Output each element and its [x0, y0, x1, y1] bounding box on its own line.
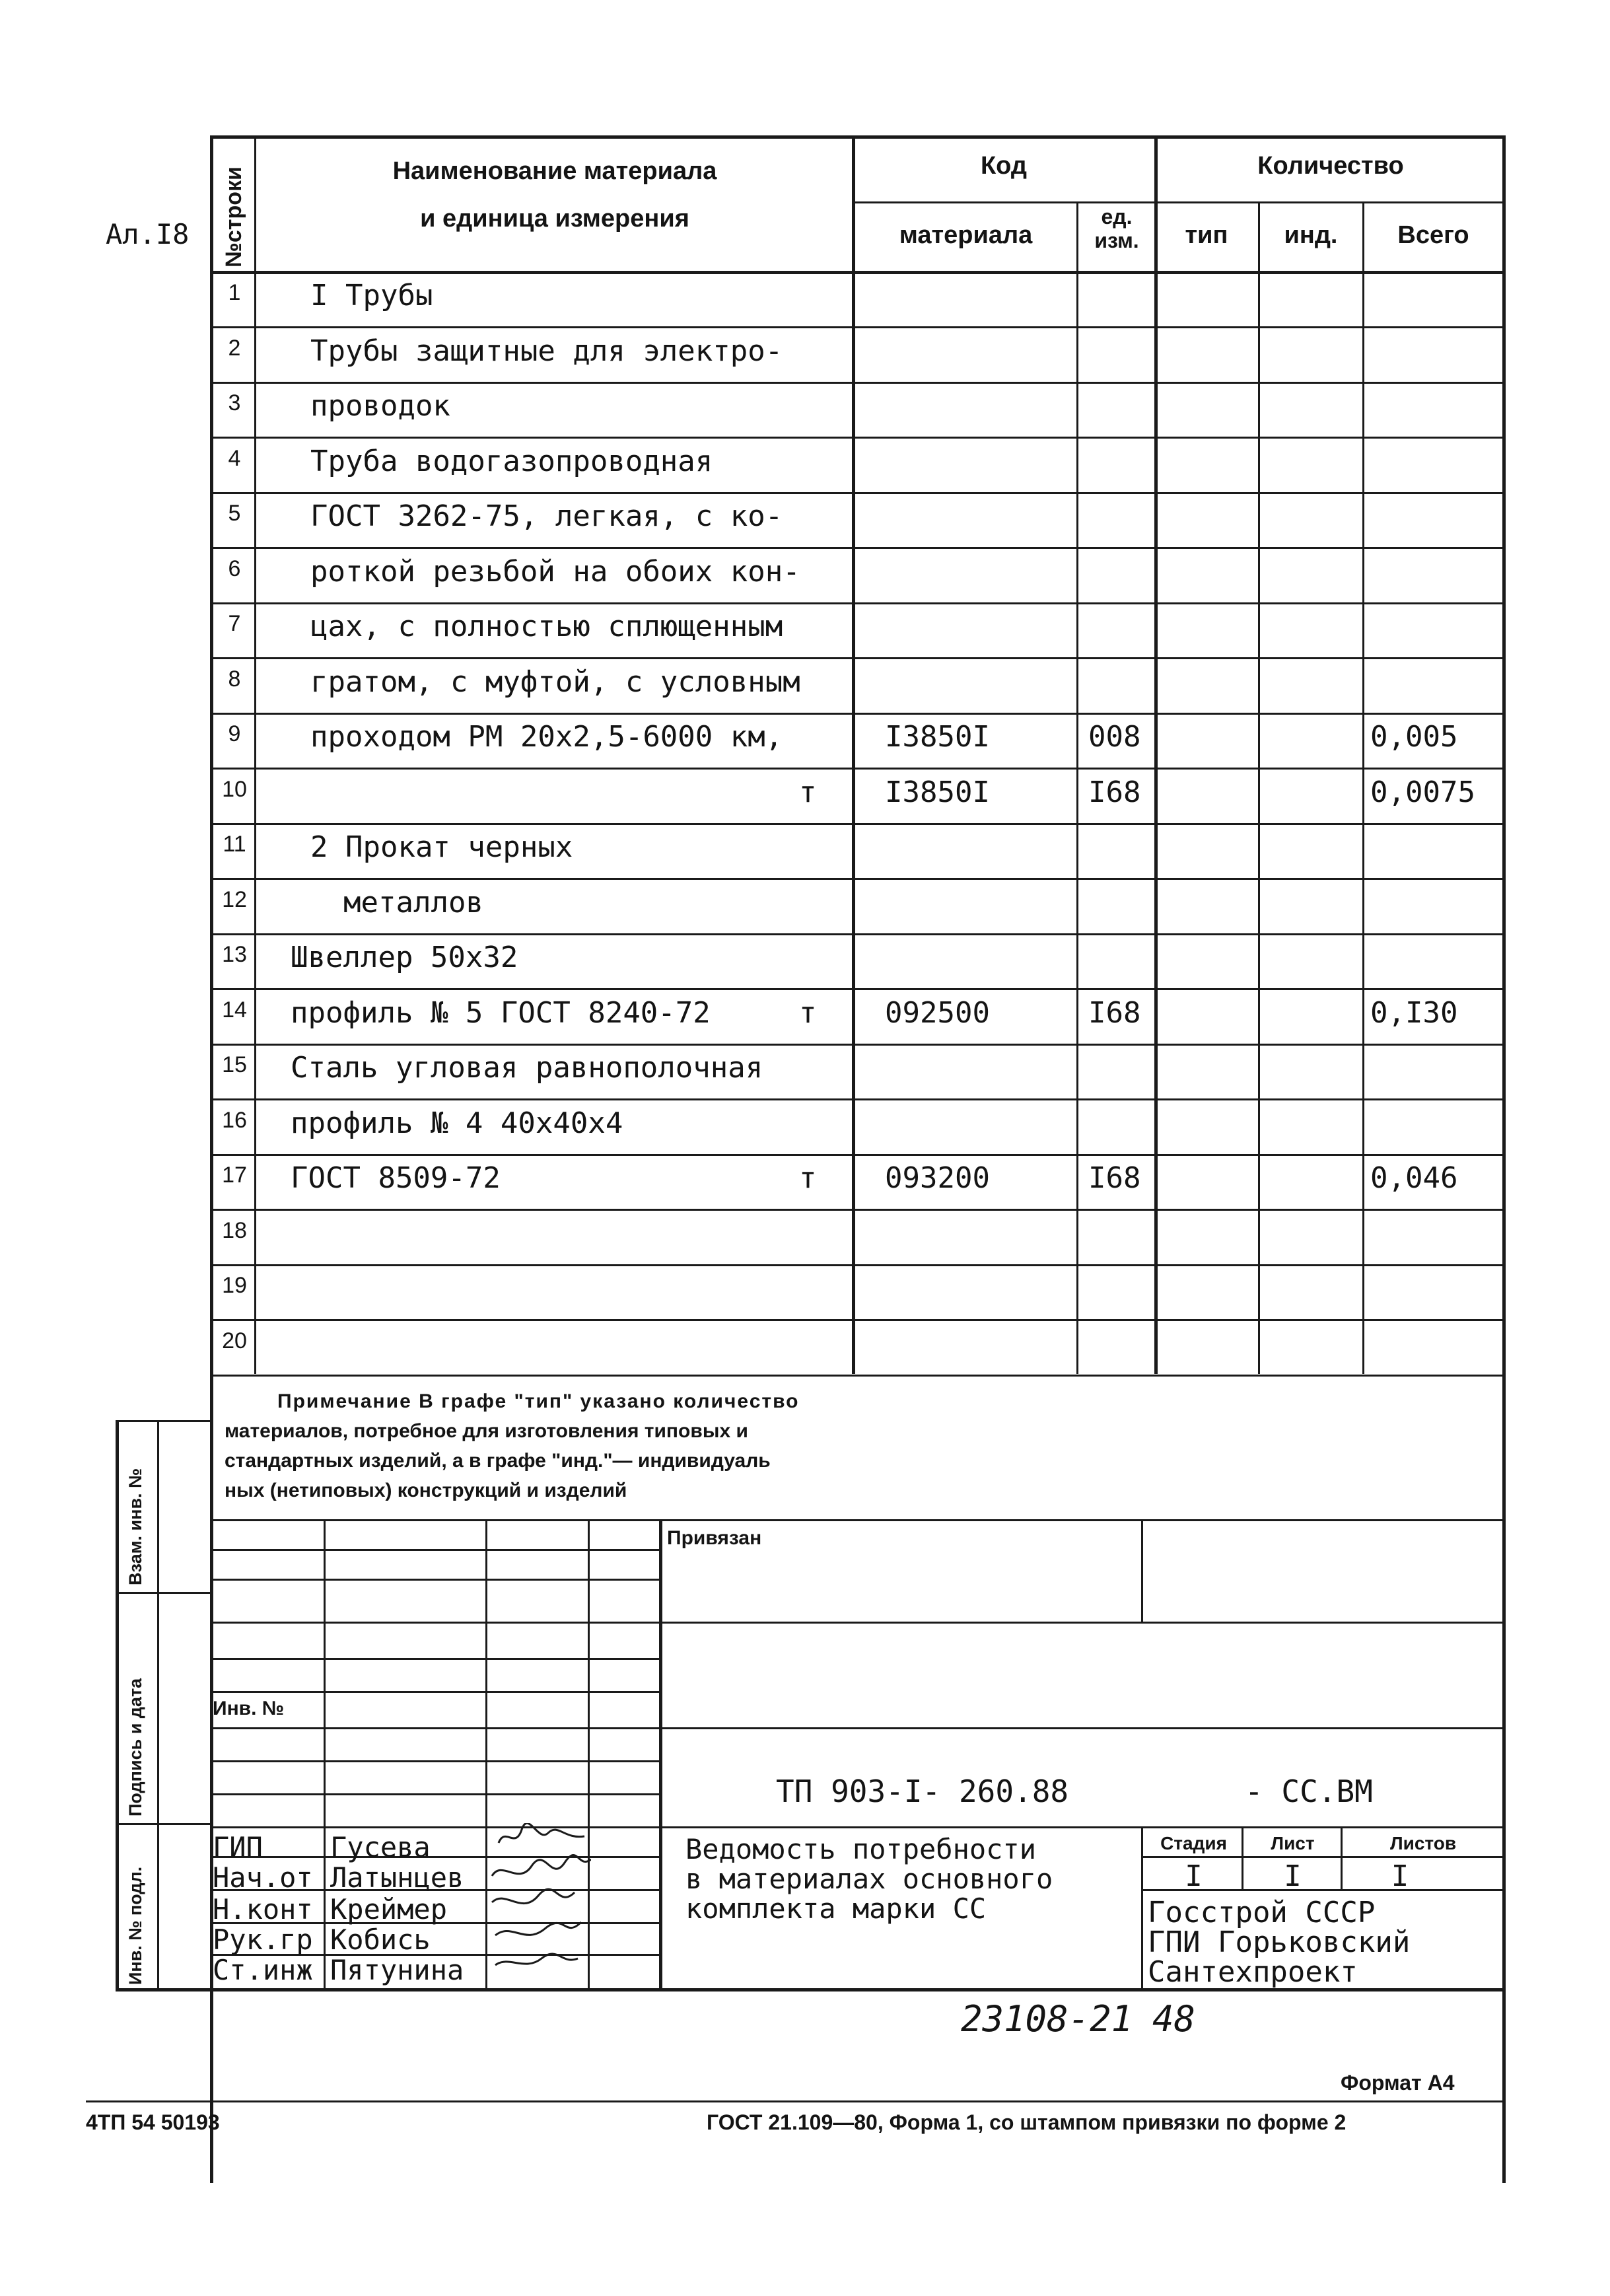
- note-line3: стандартных изделий, а в графе "инд."— индивидуаль: [225, 1450, 771, 1472]
- row-text: гратом, с муфтой, с условным: [310, 665, 800, 699]
- stamp-doc-code: ТП 903-I- 260.88: [776, 1774, 1069, 1809]
- stamp-col-7: [1242, 1826, 1243, 1889]
- stamp-org-line2: ГПИ Горьковский: [1148, 1925, 1411, 1959]
- stamp-col-1: [324, 1519, 326, 1988]
- row-unit: 008: [1088, 720, 1141, 754]
- row-divider: [210, 933, 1504, 935]
- header-qty-ind: инд.: [1284, 221, 1338, 249]
- stamp-col-6: [1141, 1826, 1143, 1988]
- row-text: проводок: [310, 389, 450, 423]
- row-divider: [210, 1264, 1504, 1266]
- stamp-person-name: Креймер: [330, 1893, 448, 1925]
- row-divider: [210, 988, 1504, 990]
- row-text: металлов: [343, 886, 483, 919]
- row-text: проходом РМ 20х2,5-6000 км,: [310, 720, 783, 754]
- row-text: т: [799, 775, 817, 809]
- stamp-privyazan: Привязан: [667, 1527, 762, 1549]
- row-text: профиль № 4 40х40х4: [291, 1106, 623, 1140]
- row-number: 3: [228, 390, 241, 415]
- row-number: 10: [222, 777, 247, 802]
- row-divider: [210, 492, 1504, 494]
- row-divider: [210, 878, 1504, 880]
- stamp-person-name: Пятунина: [330, 1954, 464, 1986]
- header-code-unit: ед. изм.: [1094, 205, 1139, 252]
- stamp-line-h: [210, 1793, 659, 1795]
- row-code: 093200: [885, 1161, 990, 1195]
- stamp-line-f: [210, 1727, 1504, 1729]
- stamp-doc-suffix: - СС.ВМ: [1245, 1774, 1373, 1809]
- stamp-sheets-label: Листов: [1389, 1833, 1457, 1853]
- header-quantity: Количество: [1257, 152, 1404, 180]
- row-text: Труба водогазопроводная: [310, 445, 713, 478]
- row-code: I3850I: [885, 775, 990, 809]
- side-frame-split2: [116, 1823, 211, 1825]
- col-type-border: [1258, 201, 1260, 1374]
- sheet-label: Ал.I8: [106, 218, 190, 250]
- header-bottom-line: [210, 271, 1504, 274]
- stamp-stage: I: [1185, 1859, 1203, 1893]
- header-qty-type: тип: [1185, 221, 1228, 249]
- stamp-org-line1: Госстрой СССР: [1148, 1896, 1376, 1929]
- stamp-stage-header-line: [1141, 1856, 1504, 1858]
- row-number: 7: [228, 611, 241, 636]
- header-qty-total: Всего: [1397, 221, 1469, 249]
- row-total: 0,046: [1370, 1161, 1458, 1195]
- row-unit-mark: т: [799, 1161, 817, 1195]
- row-text: Трубы защитные для электро-: [310, 334, 783, 368]
- row-divider: [210, 602, 1504, 604]
- row-number: 4: [228, 446, 241, 471]
- note-line4: ных (нетиповых) конструкций и изделий: [225, 1480, 627, 1501]
- header-row-no: №строки: [221, 166, 246, 268]
- stamp-inv-no: Инв. №: [213, 1698, 285, 1719]
- stamp-person-name: Гусева: [330, 1831, 431, 1863]
- stamp-line-i: [210, 1826, 1504, 1828]
- row-number: 2: [228, 336, 241, 361]
- stamp-person-role: Рук.гр: [213, 1923, 313, 1956]
- stamp-title-line3: комплекта марки СС: [685, 1892, 987, 1925]
- handwritten-number: 23108-21: [961, 1998, 1133, 2040]
- stamp-title-line2: в материалах основного: [685, 1863, 1053, 1895]
- side-label-podpis: Подпись и дата: [125, 1678, 145, 1816]
- row-total: 0,005: [1370, 720, 1458, 754]
- header-code: Код: [980, 152, 1028, 180]
- stamp-sheet-label: Лист: [1271, 1833, 1315, 1853]
- row-divider: [210, 1044, 1504, 1046]
- stamp-person-role: Ст.инж: [213, 1954, 313, 1986]
- header-code-material: материала: [899, 221, 1033, 249]
- row-number: 18: [222, 1218, 247, 1243]
- row-total: 0,0075: [1370, 775, 1475, 809]
- stamp-line-j: [210, 1856, 659, 1858]
- signatures: [485, 1823, 591, 2001]
- row-text: ГОСТ 8509-72: [291, 1161, 501, 1195]
- stamp-line-g: [210, 1760, 659, 1762]
- row-code: 092500: [885, 996, 990, 1030]
- stamp-sheets: I: [1391, 1859, 1409, 1893]
- stamp-col-5: [1141, 1519, 1143, 1622]
- row-divider: [210, 1375, 1504, 1377]
- row-divider: [210, 657, 1504, 659]
- side-label-vzam: Взам. инв. №: [125, 1468, 145, 1585]
- stamp-line-b: [210, 1579, 659, 1581]
- row-divider: [210, 1209, 1504, 1211]
- row-number: 16: [222, 1108, 247, 1133]
- footer-right: ГОСТ 21.109—80, Форма 1, со штампом привязки по форме 2: [707, 2110, 1347, 2134]
- stamp-line-c: [210, 1622, 1504, 1624]
- row-divider: [210, 768, 1504, 770]
- row-text: роткой резьбой на обоих кон-: [310, 555, 800, 589]
- row-text: профиль № 5 ГОСТ 8240-72: [291, 996, 711, 1030]
- stamp-person-role: ГИП: [213, 1831, 263, 1863]
- row-number: 8: [228, 666, 241, 692]
- row-divider: [210, 437, 1504, 439]
- row-divider: [210, 1319, 1504, 1321]
- row-divider: [210, 326, 1504, 328]
- stamp-line-a: [210, 1549, 659, 1551]
- format-label: Формат А4: [1341, 2071, 1455, 2095]
- row-divider: [210, 547, 1504, 549]
- row-number: 5: [228, 501, 241, 526]
- row-divider: [210, 1098, 1504, 1100]
- header-name-line2: и единица измерения: [420, 205, 689, 233]
- row-text: Сталь угловая равнополочная: [291, 1051, 763, 1085]
- col-ind-border: [1362, 201, 1364, 1374]
- col-name-border: [852, 135, 855, 1374]
- note-line1: Примечание В графе "тип" указано количество: [277, 1390, 800, 1412]
- stamp-person-role: Нач.от: [213, 1861, 313, 1894]
- stamp-line-e: [210, 1691, 659, 1693]
- side-label-inv: Инв. № подл.: [125, 1866, 145, 1985]
- side-frame-top: [116, 1420, 211, 1422]
- note-line2: материалов, потребное для изготовления типовых и: [225, 1420, 748, 1442]
- stamp-person-name: Кобись: [330, 1923, 431, 1956]
- row-unit: I68: [1088, 1161, 1141, 1195]
- col-code-border: [1076, 201, 1078, 1374]
- row-total: 0,I30: [1370, 996, 1458, 1030]
- row-number: 9: [228, 721, 241, 746]
- row-number: 13: [222, 942, 247, 967]
- header-name-line1: Наименование материала: [392, 157, 717, 185]
- stamp-person-role: Н.конт: [213, 1893, 313, 1925]
- row-code: I3850I: [885, 720, 990, 754]
- stamp-sheet: I: [1284, 1859, 1302, 1893]
- stamp-line-d: [210, 1658, 659, 1660]
- row-text: Швеллер 50х32: [291, 941, 518, 974]
- col-unit-border: [1154, 135, 1158, 1374]
- footer-line: [86, 2100, 1506, 2102]
- row-number: 19: [222, 1273, 247, 1298]
- handwritten-page: 48: [1152, 1998, 1196, 2040]
- row-divider: [210, 823, 1504, 825]
- row-number: 6: [228, 556, 241, 581]
- row-number: 20: [222, 1328, 247, 1353]
- row-divider: [210, 382, 1504, 384]
- row-text: 2 Прокат черных: [310, 830, 573, 864]
- stamp-col-8: [1341, 1826, 1343, 1889]
- row-unit: I68: [1088, 996, 1141, 1030]
- row-unit: I68: [1088, 775, 1141, 809]
- row-divider: [210, 1154, 1504, 1156]
- stamp-org-line3: Сантехпроект: [1148, 1955, 1358, 1989]
- row-number: 11: [223, 832, 246, 857]
- footer-left: 4ТП 54 50193: [86, 2110, 220, 2134]
- stamp-top-line: [210, 1519, 1504, 1521]
- row-number: 12: [222, 887, 247, 912]
- stamp-person-name: Латынцев: [330, 1861, 464, 1894]
- side-frame-left: [116, 1420, 119, 1988]
- stamp-title-line1: Ведомость потребности: [685, 1833, 1037, 1865]
- row-number: 1: [228, 280, 241, 305]
- table-top-line: [210, 135, 1504, 139]
- row-divider: [210, 713, 1504, 715]
- stamp-col-4: [659, 1519, 662, 1988]
- row-unit-mark: т: [799, 996, 817, 1030]
- side-frame-split1: [116, 1592, 211, 1594]
- row-number: 17: [222, 1163, 247, 1188]
- row-text: ГОСТ 3262-75, легкая, с ко-: [310, 499, 783, 533]
- row-number: 14: [222, 997, 247, 1022]
- header-mid-line: [852, 201, 1504, 203]
- row-text: I Трубы: [310, 279, 433, 312]
- row-text: цах, с полностью сплющенным: [310, 610, 783, 643]
- stamp-stage-label: Стадия: [1160, 1833, 1227, 1853]
- table-right-border: [1502, 135, 1506, 2183]
- row-number: 15: [222, 1052, 247, 1077]
- side-frame-inner: [157, 1420, 159, 1988]
